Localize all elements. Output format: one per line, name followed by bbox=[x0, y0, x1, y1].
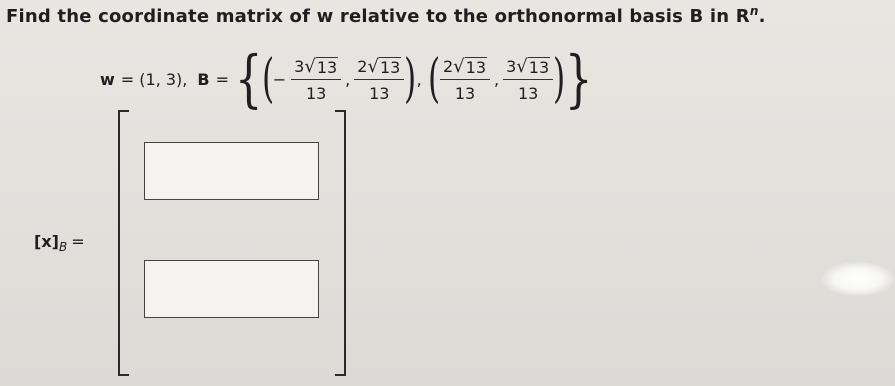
vec2-c2-radicand: 13 bbox=[528, 57, 550, 77]
prompt-superscript: n bbox=[749, 4, 759, 18]
w-label: w bbox=[100, 69, 115, 89]
sqrt-symbol: √ bbox=[367, 55, 379, 77]
vec1-c2-radicand: 13 bbox=[379, 57, 401, 77]
matrix-right-bracket bbox=[335, 110, 346, 376]
comma: , bbox=[345, 69, 351, 89]
sqrt-symbol: √ bbox=[516, 55, 528, 77]
sqrt-symbol: √ bbox=[453, 55, 465, 77]
vec1-c1-fraction bbox=[291, 56, 341, 103]
open-paren-1: ( bbox=[262, 49, 275, 109]
vec2-c1-den: 13 bbox=[454, 83, 476, 103]
w-value: = (1, 3), bbox=[120, 69, 188, 89]
sqrt-symbol: √ bbox=[304, 55, 316, 77]
comma: , bbox=[416, 69, 422, 89]
open-paren-2: ( bbox=[427, 49, 440, 109]
matrix-entry-2-input[interactable] bbox=[144, 260, 319, 318]
vec2-c1-radicand: 13 bbox=[465, 57, 487, 77]
answer-matrix bbox=[118, 110, 346, 372]
comma: , bbox=[494, 69, 500, 89]
b-equals: = bbox=[215, 69, 229, 89]
light-glare bbox=[822, 262, 894, 296]
vec1-c1-radicand: 13 bbox=[316, 57, 338, 77]
vec1-c1-den: 13 bbox=[305, 83, 327, 103]
prompt-end: . bbox=[758, 6, 766, 27]
vec2-c2-den: 13 bbox=[517, 83, 539, 103]
b-label: B bbox=[197, 69, 210, 89]
vec1-c1-sign: − bbox=[272, 69, 287, 89]
vec2-c2-fraction bbox=[503, 56, 553, 103]
question-prompt bbox=[6, 4, 766, 27]
open-brace: { bbox=[234, 42, 263, 115]
vec1-c2-den: 13 bbox=[369, 83, 390, 103]
matrix-left-bracket bbox=[118, 110, 129, 376]
answer-equals: = bbox=[71, 232, 85, 251]
given-expression bbox=[100, 42, 595, 115]
coord-subscript: B bbox=[58, 240, 68, 254]
prompt-text: Find the coordinate matrix of w relative to the orthonormal basis B in R bbox=[6, 6, 750, 27]
vec2-c1-fraction bbox=[440, 56, 490, 103]
vec2-c2-coef: 3 bbox=[506, 56, 517, 76]
vec1-c2-coef: 2 bbox=[357, 56, 368, 76]
vec1-c2-fraction bbox=[354, 56, 404, 103]
vec1-c1-coef: 3 bbox=[294, 56, 305, 76]
close-paren-2: ) bbox=[553, 49, 566, 109]
matrix-entry-1-input[interactable] bbox=[144, 142, 319, 200]
close-paren-1: ) bbox=[404, 49, 417, 109]
coord-label: [x] bbox=[34, 232, 59, 251]
answer-label bbox=[34, 232, 85, 254]
vec2-c1-coef: 2 bbox=[442, 56, 454, 76]
close-brace: } bbox=[565, 42, 593, 115]
